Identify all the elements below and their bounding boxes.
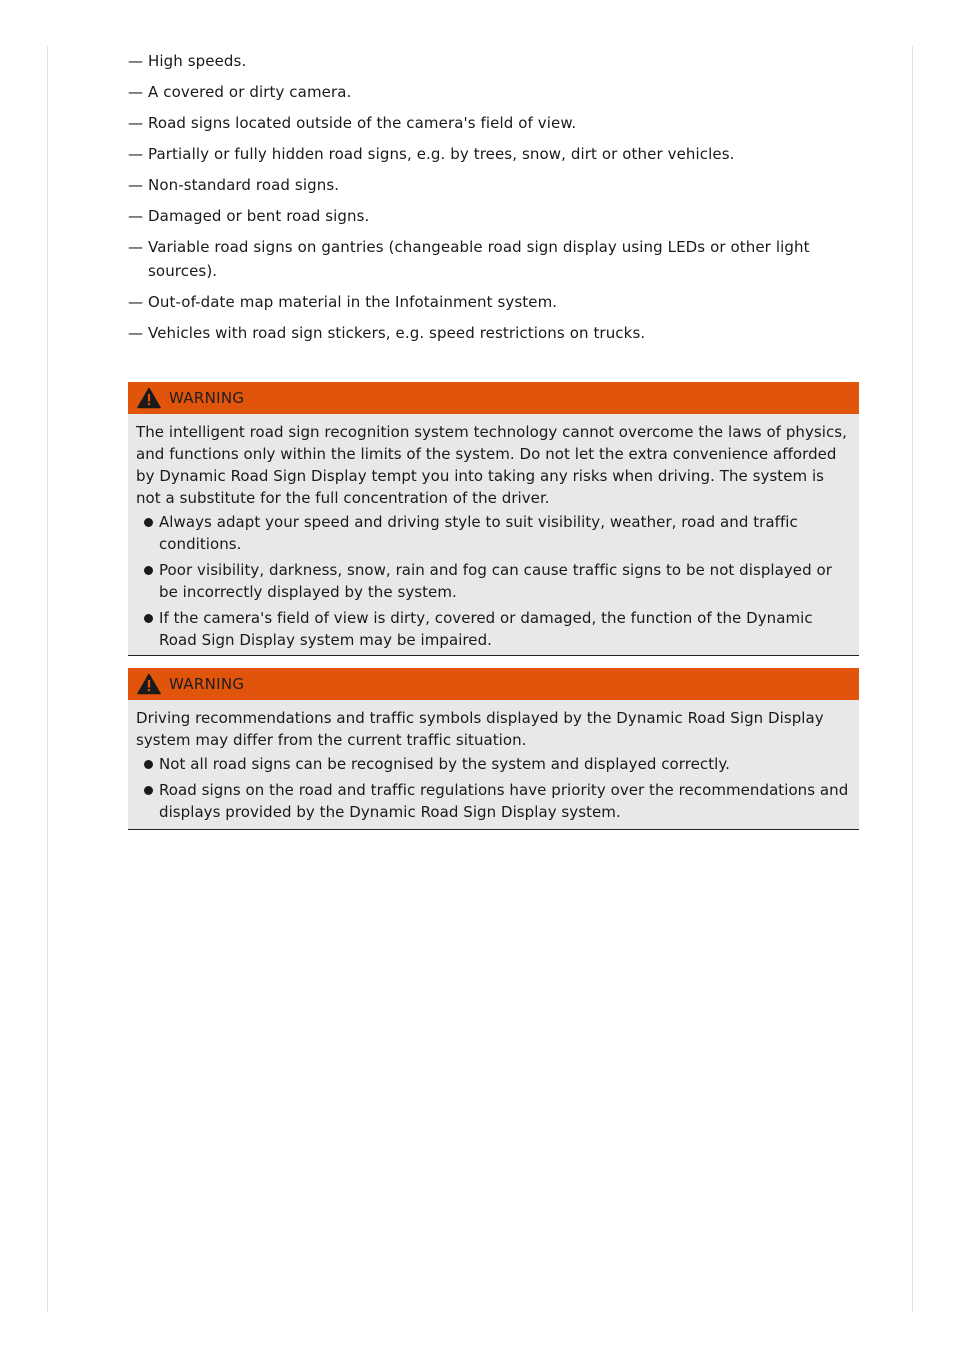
list-item-text: Road signs located outside of the camera's field of view. [148, 114, 577, 132]
warning-triangle-icon [137, 387, 161, 409]
dash-bullet: — [128, 176, 144, 194]
warning-bullets [136, 511, 851, 651]
bullet-dot-icon [144, 518, 153, 527]
bullet-text: Poor visibility, darkness, snow, rain and fog can cause traffic signs to be not displayed or be incorrectly displayed by the system. [159, 561, 832, 601]
bullet-item [136, 607, 851, 651]
conditions-list [128, 49, 828, 352]
list-item [128, 290, 828, 314]
bullet-text: Road signs on the road and traffic regulations have priority over the recommendations and displays provided by the Dynamic Road Sign Display system. [159, 781, 849, 821]
list-item [128, 80, 828, 104]
list-item [128, 204, 828, 228]
bullet-dot-icon [144, 566, 153, 575]
warning-box-physics [128, 382, 859, 656]
warning-text: The intelligent road sign recognition system technology cannot overcome the laws of physics, and functions only within the limits of the system. Do not let the extra convenience afforded by Dynamic Road Sign Display tempt you into taking any risks when driving. The system is not a substitute for the full concentration of the driver. [136, 423, 847, 507]
list-item-text: Out-of-date map material in the Infotainment system. [148, 293, 558, 311]
warning-header [128, 668, 859, 700]
warning-title: WARNING [169, 389, 245, 407]
list-item-text: Partially or fully hidden road signs, e.g. by trees, snow, dirt or other vehicles. [148, 145, 735, 163]
dash-bullet: — [128, 114, 144, 132]
warning-body [128, 700, 859, 823]
list-item [128, 173, 828, 197]
bullet-dot-icon [144, 760, 153, 769]
dash-bullet: — [128, 207, 144, 225]
bullet-text: Not all road signs can be recognised by the system and displayed correctly. [159, 755, 730, 773]
list-item-text: A covered or dirty camera. [148, 83, 352, 101]
warning-triangle-icon [137, 673, 161, 695]
warning-box-recommendations [128, 668, 859, 830]
list-item-text: Vehicles with road sign stickers, e.g. speed restrictions on trucks. [148, 324, 646, 342]
warning-text: Driving recommendations and traffic symbols displayed by the Dynamic Road Sign Display system may differ from the current traffic situation. [136, 709, 824, 749]
bullet-text: If the camera's field of view is dirty, covered or damaged, the function of the Dynamic Road Sign Display system may be impaired. [159, 609, 813, 649]
list-item-text: Damaged or bent road signs. [148, 207, 370, 225]
dash-bullet: — [128, 145, 144, 163]
dash-bullet: — [128, 238, 144, 256]
list-item-text: Variable road signs on gantries (changeable road sign display using LEDs or other light sources). [148, 238, 810, 280]
dash-bullet: — [128, 83, 144, 101]
list-item [128, 321, 828, 345]
dash-bullet: — [128, 324, 144, 342]
warning-header [128, 382, 859, 414]
warning-bullets [136, 753, 851, 823]
warning-title: WARNING [169, 675, 245, 693]
warning-body [128, 414, 859, 651]
list-item [128, 49, 828, 73]
bullet-item [136, 511, 851, 555]
bullet-text: Always adapt your speed and driving style to suit visibility, weather, road and traffic conditions. [159, 513, 798, 553]
bullet-item [136, 559, 851, 603]
list-item [128, 142, 828, 166]
list-item [128, 111, 828, 135]
bullet-dot-icon [144, 786, 153, 795]
bullet-dot-icon [144, 614, 153, 623]
list-item [128, 235, 828, 283]
dash-bullet: — [128, 52, 144, 70]
bullet-item [136, 779, 851, 823]
dash-bullet: — [128, 293, 144, 311]
list-item-text: High speeds. [148, 52, 247, 70]
right-margin-rule [912, 46, 913, 1312]
list-item-text: Non-standard road signs. [148, 176, 340, 194]
bullet-item [136, 753, 851, 775]
left-margin-rule [47, 46, 48, 1312]
